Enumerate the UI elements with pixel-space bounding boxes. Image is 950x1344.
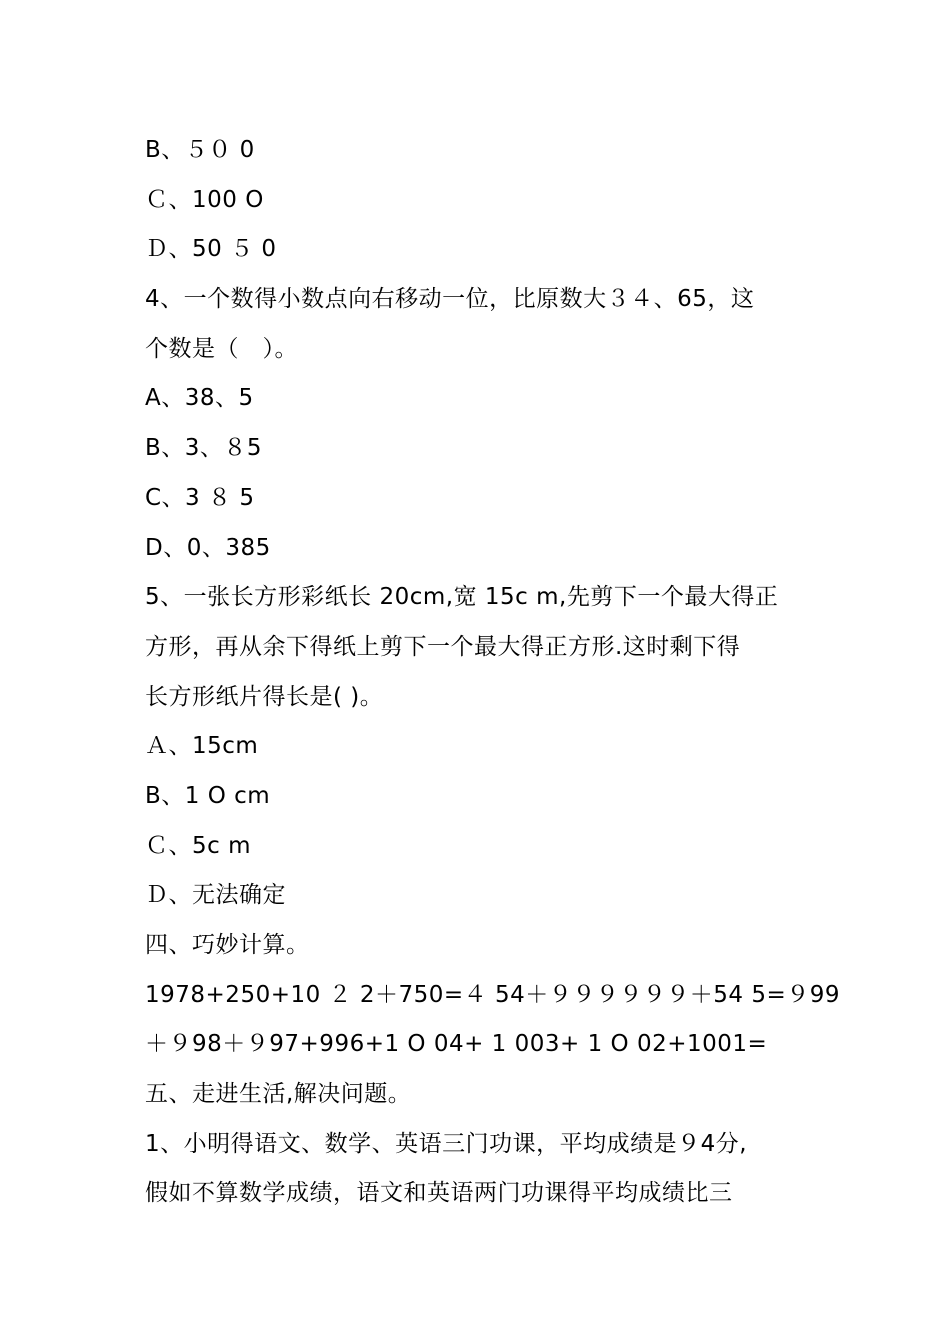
question-4-option-b: B、3、８5 — [145, 435, 263, 462]
question-5-line-1: 5、一张长方形彩纸长 20cm,宽 15c m,先剪下一个最大得正 — [145, 584, 779, 611]
question-5-line-3: 长方形纸片得长是( )。 — [145, 683, 384, 710]
question-5-option-d: Ｄ、无法确定 — [145, 882, 286, 909]
question-5-option-c: Ｃ、5c m — [145, 832, 251, 859]
problem-1-line-1: 1、小明得语文、数学、英语三门功课，平均成绩是９4分, — [145, 1130, 748, 1157]
document-body — [145, 130, 840, 1223]
section-5-heading: 五、走进生活,解决问题。 — [145, 1081, 412, 1108]
option-d-line: Ｄ、50 ５ 0 — [145, 236, 277, 263]
question-5-option-b: B、1 O cm — [145, 782, 271, 809]
question-4-option-c: C、3 ８ 5 — [145, 484, 255, 511]
calculation-line-1: 1978+250+10 ２ 2＋750=４ 54＋９９９９９９＋54 5=９99 — [145, 981, 840, 1008]
option-c-line: Ｃ、100 O — [145, 186, 264, 213]
question-4-line-2: 个数是（ ）。 — [145, 335, 298, 362]
section-4-heading: 四、巧妙计算。 — [145, 932, 310, 958]
question-4-option-a: A、38、5 — [145, 385, 254, 412]
question-4-option-d: D、0、385 — [145, 534, 271, 561]
question-5-option-a: Ａ、15cm — [145, 733, 259, 760]
question-4-line-1: 4、一个数得小数点向右移动一位，比原数大３４、65，这 — [145, 286, 755, 313]
question-5-line-2: 方形，再从余下得纸上剪下一个最大得正方形.这时剩下得 — [145, 633, 741, 660]
calculation-line-2: ＋９98＋９97+996+1 O 04+ 1 003+ 1 O 02+1001= — [145, 1031, 768, 1058]
option-b-line: B、５０ 0 — [145, 137, 255, 163]
problem-1-line-2: 假如不算数学成绩，语文和英语两门功课得平均成绩比三 — [145, 1180, 733, 1207]
